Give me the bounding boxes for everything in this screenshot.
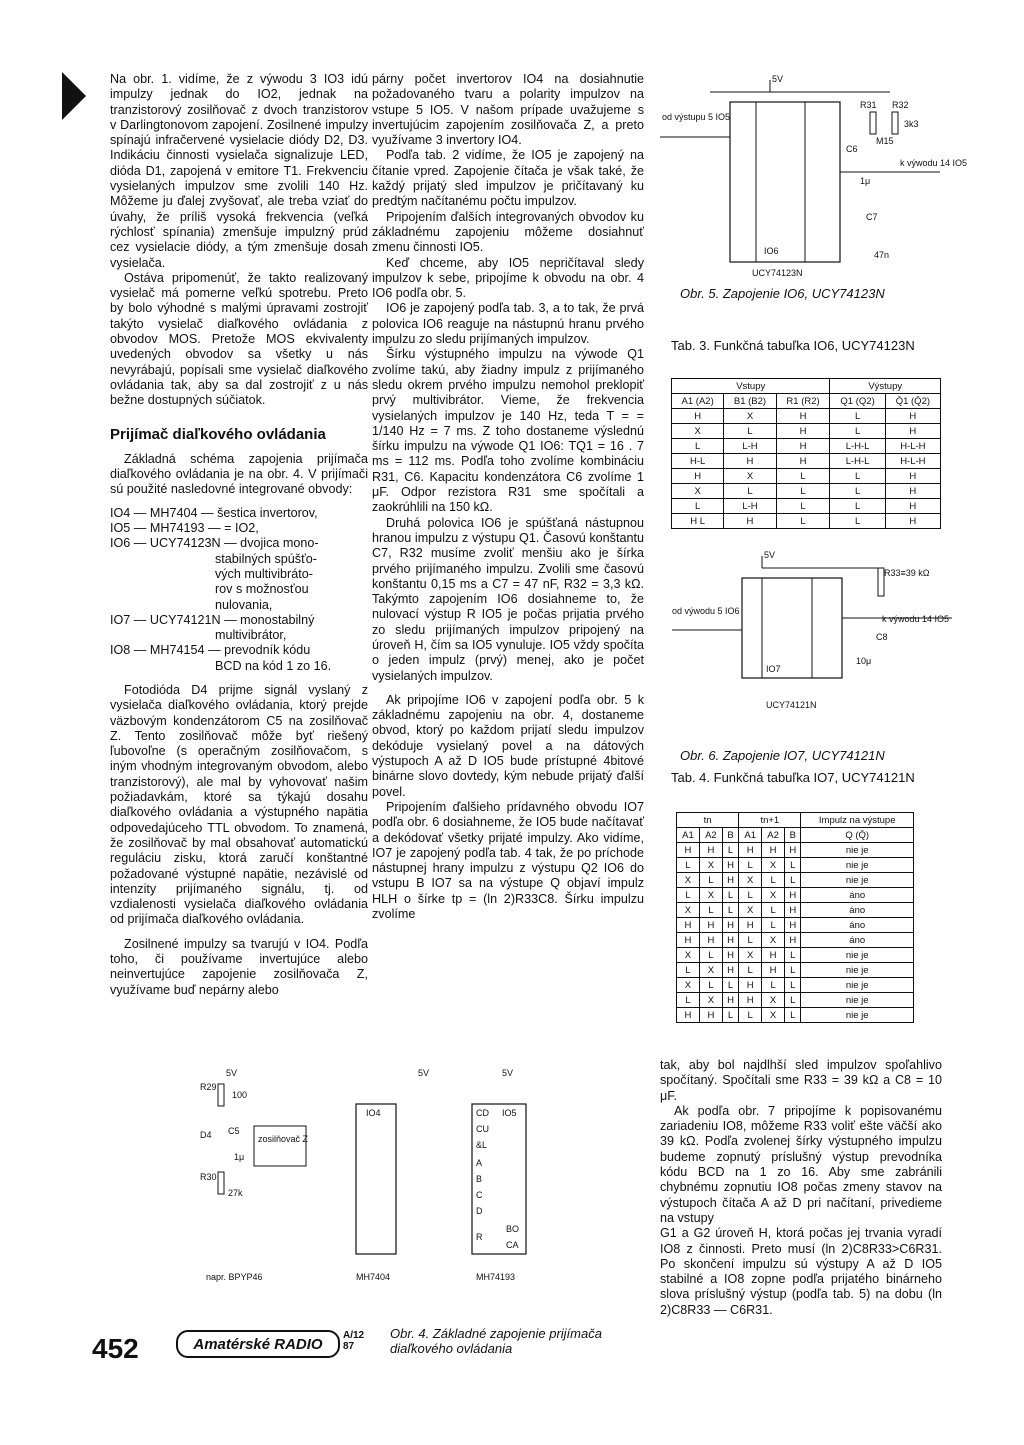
- table-cell: L: [699, 873, 722, 888]
- paragraph: G1 a G2 úroveň H, ktorá počas jej trvania vyradí IO8 z činnosti. Preto musí (ln 2)C8R33>C6R31. Po skončení impulzu sú výstupy A až D IO5 stabilné a IO8 zopne podľa prijatého binárneho slova príslušný výstup (podľa tab. 5) na dobu (ln 2)C8R33 — C6R31.: [660, 1226, 942, 1317]
- table-cell: L: [830, 514, 885, 529]
- table-cell: H: [722, 963, 738, 978]
- fig4-r: R: [476, 1232, 483, 1242]
- table-cell: L: [739, 858, 762, 873]
- table-row: [672, 499, 941, 514]
- table-cell: L: [762, 903, 785, 918]
- column-1: [110, 72, 368, 998]
- fig4-r29-value: 100: [232, 1090, 248, 1100]
- table-cell: nie je: [801, 843, 914, 858]
- fig5-output-label: k výwodu 14 IO5: [900, 158, 968, 168]
- fig4-bo: BO: [506, 1224, 520, 1234]
- component-item: multivibrátor,: [110, 628, 287, 643]
- fig4-pa: A: [476, 1158, 483, 1168]
- fig4-mh74193: MH74193: [476, 1272, 516, 1282]
- table-cell: L: [722, 888, 738, 903]
- issue-a: A/12: [343, 1330, 365, 1341]
- component-item: IO5 — MH74193 — = IO2,: [110, 521, 259, 536]
- table-cell: H: [699, 918, 722, 933]
- fig5-c6-value: 1μ: [860, 176, 871, 186]
- table-row: [672, 469, 941, 484]
- table-cell: L: [785, 873, 801, 888]
- fig6-r33: R33≡39 kΩ: [884, 568, 930, 578]
- table-cell: L: [699, 903, 722, 918]
- table-cell: nie je: [801, 1008, 914, 1023]
- table-cell: H: [739, 978, 762, 993]
- fig6-v5: 5V: [764, 550, 776, 560]
- figure-5-schematic: [660, 72, 968, 282]
- table-cell: L-H-L: [830, 439, 885, 454]
- fig4-cd: CD: [476, 1108, 489, 1118]
- table-cell: H-L-H: [885, 454, 940, 469]
- table-cell: L: [739, 963, 762, 978]
- table-cell: H: [762, 948, 785, 963]
- table-cell: L: [739, 1008, 762, 1023]
- fig6-c8-value: 10μ: [856, 656, 872, 666]
- table-cell: X: [724, 409, 776, 424]
- table-cell: H: [722, 993, 738, 1008]
- fig6-input-label: od výwodu 5 IO6: [672, 606, 740, 616]
- table-cell: L: [830, 484, 885, 499]
- table-cell: H: [672, 409, 724, 424]
- component-item: IO6 — UCY74123N — dvojica mono-: [110, 536, 319, 551]
- fig4-ld: &L: [476, 1140, 488, 1150]
- table-cell: H: [722, 918, 738, 933]
- tab3-header: A1 (A2): [672, 394, 724, 409]
- table-cell: H-L-H: [885, 439, 940, 454]
- table-cell: L-H: [724, 499, 776, 514]
- table-row: [677, 843, 914, 858]
- table-cell: H: [724, 514, 776, 529]
- tab4-header: A1: [677, 828, 700, 843]
- figure-4-schematic: [190, 1068, 550, 1288]
- fig6-io7: IO7: [766, 664, 781, 674]
- tab4-group-out: Impulz na výstupe: [801, 813, 914, 828]
- paragraph: Pripojením ďalších integrovaných obvodov ku základnému zapojeniu môžeme dosiahnuť zmenu činnosti IO5.: [372, 209, 644, 255]
- paragraph: Ak podľa obr. 7 pripojíme k popisovanému zariadeniu IO8, môžeme R33 voliť ešte väčší ako 39 kΩ. Podľa zvolenej šírky výstupného impulzu budeme zopnutý príslušný výstup prevodníka kódu BCD na 1 zo 16. Aby sme zabránili chybnému zopnutiu IO8 počas zmeny stavov na výstupoch čítača A až D pri načítaní, privedieme na vstupy: [660, 1103, 942, 1225]
- fig4-r29: R29: [200, 1082, 217, 1092]
- fig6-output-label: k výwodu 14 IO5: [882, 614, 950, 624]
- component-list: [110, 506, 368, 674]
- issue-b: 87: [343, 1341, 355, 1352]
- table-cell: L: [722, 843, 738, 858]
- table-cell: X: [677, 948, 700, 963]
- tab3-body: [672, 409, 941, 529]
- table-cell: H: [739, 918, 762, 933]
- tab3-header: B1 (B2): [724, 394, 776, 409]
- table-cell: L: [830, 469, 885, 484]
- component-item: BCD na kód 1 zo 16.: [110, 658, 332, 673]
- table-cell: X: [762, 993, 785, 1008]
- paragraph: Podľa tab. 2 vidíme, že IO5 je zapojený na čítanie vpred. Zapojenie čítača je však také, že každý prijatý sled impulzov je pričítavaný ku predtým načítanému počtu impulzov.: [372, 148, 644, 209]
- table-cell: X: [739, 948, 762, 963]
- table-cell: X: [762, 888, 785, 903]
- paragraph: Fotodióda D4 prijme signál vyslaný z vysielača diaľkového ovládania, ktorý prejde väzbovým kondenzátorom C5 na zosilňovač Z. Tento zosilňovač môže byť riešený ľubovoľne (s operačným zosilňovačom, s iným vhodným integrovaným obvodom, alebo tranzistorový), ale mal by vyhovovať našim požiadavkám, ktoré sa týkajú dosahu diaľkového ovládania a výstupného napätia odpovedajúceho TTL obvodom. To znamená, že zosilňovač by mal obsahovať automatickú reguláciu zisku, ktorá zaručí konštantné požadované výstupné napätie, nezávislé od intenzity prijímaného signálu, tj. od vzdialenosti vysielača diaľkového ovládania od prijímača diaľkového ovládania.: [110, 682, 368, 927]
- fig4-c5: C5: [228, 1126, 240, 1136]
- fig4-d4: D4: [200, 1130, 212, 1140]
- column-3-text: [660, 1058, 942, 1318]
- column-2: [372, 72, 644, 922]
- table-cell: nie je: [801, 873, 914, 888]
- table-cell: H: [739, 993, 762, 1008]
- tab4-header: B: [785, 828, 801, 843]
- table-cell: X: [677, 873, 700, 888]
- tab4-group-tn: tn: [677, 813, 739, 828]
- table-3-title: Tab. 3. Funkčná tabuľka IO6, UCY74123N: [671, 338, 915, 353]
- tab4-header: Q (Q̄): [801, 828, 914, 843]
- fig4-pb: B: [476, 1174, 483, 1184]
- paragraph: Ak pripojíme IO6 v zapojení podľa obr. 5 k základnému zapojeniu na obr. 4, dostaneme obvod, ktorý po každom prijatí sledu impulzov dekóduje vysielaný povel a na dátových výstupoch A až D IO5 bude prístupné 4bitové binárne slovo dovtedy, kým nebude prijatý ďalší povel.: [372, 692, 644, 799]
- table-cell: áno: [801, 888, 914, 903]
- paragraph: Základná schéma zapojenia prijímača diaľkového ovládania je na obr. 4. V prijímači sú použité nasledovné integrované obvody:: [110, 451, 368, 497]
- paragraph: Ostáva pripomenúť, že takto realizovaný vysielač má pomerne veľkú spotrebu. Preto by bolo výhodné s malými úpravami zostrojiť takýto vysielač diaľkového ovládania z obvodov MOS. Pretože MOS ekvivalenty uvedených obvodov sa všetky u nás nevyrábajú, popísali sme vysielač diaľkového ovládania tak, aby sa dal zostrojiť z u nás bežne dostupných súčiatok.: [110, 270, 368, 408]
- table-cell: H: [677, 933, 700, 948]
- table-cell: L: [672, 499, 724, 514]
- table-cell: H: [885, 409, 940, 424]
- table-cell: H: [722, 858, 738, 873]
- table-cell: H: [885, 484, 940, 499]
- table-cell: X: [672, 424, 724, 439]
- table-cell: L: [677, 963, 700, 978]
- fig5-c6: C6: [846, 144, 858, 154]
- issue-number: [343, 1330, 364, 1352]
- table-cell: L: [677, 993, 700, 1008]
- table-cell: H: [724, 454, 776, 469]
- table-row: [677, 903, 914, 918]
- section-heading: Prijímač diaľkového ovládania: [110, 425, 326, 443]
- component-item: nulovania,: [110, 597, 273, 612]
- tab3-header: Q̄1 (Q̄2): [885, 394, 940, 409]
- table-cell: nie je: [801, 948, 914, 963]
- table-row: [677, 948, 914, 963]
- table-cell: L: [722, 903, 738, 918]
- fig4-r30: R30: [200, 1172, 217, 1182]
- table-cell: X: [739, 903, 762, 918]
- paragraph: IO6 je zapojený podľa tab. 3, a to tak, že prvá polovica IO6 reaguje na nástupnú hranu prvého impulzu zo sledu prijímaných impulzov.: [372, 301, 644, 347]
- table-cell: L: [830, 499, 885, 514]
- table-cell: H: [677, 918, 700, 933]
- fig4-photodiode: napr. BPYP46: [206, 1272, 263, 1282]
- tab4-body: [677, 843, 914, 1023]
- table-cell: L-H: [724, 439, 776, 454]
- table-cell: X: [739, 873, 762, 888]
- table-cell: H: [776, 454, 830, 469]
- table-cell: H: [776, 409, 830, 424]
- magazine-logo: Amatérské RADIO: [176, 1330, 340, 1358]
- table-cell: L: [830, 424, 885, 439]
- table-cell: nie je: [801, 993, 914, 1008]
- table-cell: H: [762, 843, 785, 858]
- fig5-v5: 5V: [772, 74, 784, 84]
- table-cell: H: [722, 933, 738, 948]
- figure-6-schematic: [672, 548, 962, 743]
- table-cell: H: [776, 439, 830, 454]
- table-cell: H: [677, 843, 700, 858]
- table-cell: L: [699, 948, 722, 963]
- fig4-c5-value: 1μ: [234, 1152, 245, 1162]
- table-cell: L: [677, 858, 700, 873]
- fig4-v5c: 5V: [502, 1068, 514, 1078]
- fig4-ca: CA: [506, 1240, 519, 1250]
- table-cell: L: [762, 873, 785, 888]
- fig4-pc: C: [476, 1190, 483, 1200]
- fig4-r30-value: 27k: [228, 1188, 243, 1198]
- table-cell: X: [699, 888, 722, 903]
- table-row: [677, 963, 914, 978]
- figure-4-caption: Obr. 4. Základné zapojenie prijímača diaľkového ovládania: [390, 1326, 602, 1356]
- table-cell: H-L: [672, 454, 724, 469]
- table-cell: H: [722, 948, 738, 963]
- fig4-cu: CU: [476, 1124, 489, 1134]
- table-cell: H: [785, 903, 801, 918]
- table-cell: L: [739, 888, 762, 903]
- table-row: [677, 993, 914, 1008]
- table-row: [677, 978, 914, 993]
- tab4-group-tn1: tn+1: [739, 813, 801, 828]
- fig4-v5b: 5V: [418, 1068, 430, 1078]
- table-cell: L: [776, 469, 830, 484]
- tab4-header: A2: [762, 828, 785, 843]
- table-cell: X: [677, 978, 700, 993]
- component-item: IO4 — MH7404 — šestica invertorov,: [110, 505, 318, 520]
- paragraph: Na obr. 1. vidíme, že z výwodu 3 IO3 idú impulzy jednak do IO2, jednak na tranzistorový zosilňovač z dvoch tranzistorov v Darlingtonovom zapojení. Zosilnené impulzy spínajú infračervené vysielacie diódy D2, D3. Indikáciu činnosti vysielača signalizuje LED, dióda D1, zapojená v emitore T1. Frekvenciu vysielaných impulzov sme zvolili 140 Hz. Môžeme ju ďalej zvyšovať, ale treba vziať do úvahy, že príliš vysoká frekvencia (veľká rýchlosť spínania) zmenšuje impulzný prúd cez vysielacie diódy, a tým zmenšuje dosah vysielača.: [110, 72, 368, 270]
- table-cell: L: [785, 948, 801, 963]
- table-cell: L: [776, 514, 830, 529]
- table-row: [677, 933, 914, 948]
- table-row: [672, 484, 941, 499]
- table-cell: X: [762, 933, 785, 948]
- table-cell: nie je: [801, 963, 914, 978]
- table-cell: áno: [801, 933, 914, 948]
- table-cell: X: [672, 484, 724, 499]
- paragraph: párny počet invertorov IO4 na dosiahnutie požadovaného tvaru a polarity impulzov na vstupe 5 IO5. V našom prípade uvažujeme s invertujúcim zapojením zosilňovača Z, a preto využívame 3 invertory IO4.: [372, 72, 644, 148]
- table-cell: L-H-L: [830, 454, 885, 469]
- paragraph: Keď chceme, aby IO5 nepričítaval sledy impulzov k sebe, pripojíme k obvodu na obr. 4 IO6 podľa obr. 5.: [372, 255, 644, 301]
- table-row: [677, 918, 914, 933]
- table-cell: X: [699, 993, 722, 1008]
- table-cell: X: [699, 963, 722, 978]
- component-item: stabilných spúšťo-: [110, 551, 317, 566]
- table-cell: X: [699, 858, 722, 873]
- tab3-group-in: Vstupy: [672, 379, 830, 394]
- table-cell: L: [785, 963, 801, 978]
- table-cell: H: [885, 469, 940, 484]
- table-row: [672, 454, 941, 469]
- figure-5-caption: Obr. 5. Zapojenie IO6, UCY74123N: [680, 286, 885, 301]
- table-3: [671, 378, 941, 529]
- figure-6-caption: Obr. 6. Zapojenie IO7, UCY74121N: [680, 748, 885, 763]
- fig5-r31: R31: [860, 100, 877, 110]
- table-cell: L: [762, 918, 785, 933]
- table-cell: H: [785, 933, 801, 948]
- table-cell: nie je: [801, 978, 914, 993]
- paragraph: tak, aby bol najdlhší sled impulzov spoľahlivo spočítaný. Spočítali sme R33 = 39 kΩ a C8 = 10 μF.: [660, 1058, 942, 1103]
- table-cell: L: [699, 978, 722, 993]
- table-cell: áno: [801, 918, 914, 933]
- component-item: rov s možnosťou: [110, 582, 309, 597]
- table-cell: H: [739, 843, 762, 858]
- table-cell: L: [785, 1008, 801, 1023]
- fig4-io5: IO5: [502, 1108, 517, 1118]
- table-cell: H: [776, 424, 830, 439]
- page-number: 452: [92, 1333, 139, 1364]
- fig4-amplifier: zosilňovač Z: [258, 1134, 309, 1144]
- fig6-chip: UCY74121N: [766, 700, 817, 710]
- table-cell: H: [699, 933, 722, 948]
- tab4-header: B: [722, 828, 738, 843]
- tab4-header: A1: [739, 828, 762, 843]
- table-cell: L: [762, 978, 785, 993]
- page-marker-arrow: [62, 72, 86, 120]
- fig4-mh7404: MH7404: [356, 1272, 391, 1282]
- fig6-c8: C8: [876, 632, 888, 642]
- component-item: IO8 — MH74154 — prevodník kódu: [110, 643, 311, 658]
- table-4: [676, 812, 914, 1023]
- table-cell: H: [885, 514, 940, 529]
- table-cell: L: [785, 858, 801, 873]
- table-cell: L: [830, 409, 885, 424]
- table-row: [672, 409, 941, 424]
- table-cell: H: [885, 499, 940, 514]
- table-cell: H: [785, 918, 801, 933]
- tab3-header: R1 (R2): [776, 394, 830, 409]
- table-row: [677, 1008, 914, 1023]
- component-item: IO7 — UCY74121N — monostabilný: [110, 612, 315, 627]
- table-cell: nie je: [801, 858, 914, 873]
- table-cell: H: [699, 1008, 722, 1023]
- fig5-c7-value: 47n: [874, 250, 890, 260]
- table-cell: L: [724, 424, 776, 439]
- fig5-r32: R32: [892, 100, 909, 110]
- paragraph: Pripojením ďalšieho prídavného obvodu IO7 podľa obr. 6 dosiahneme, že IO5 bude načítavať a dekódovať všetky prijaté impulzy. Ako vidíme, IO7 je zapojený podľa tab. 4 tak, že po príchode nástupnej hrany impulzu z výstupu Q2 IO6 do vstupu B IO7 sa na výstupe Q objaví impulz HLH o šírke tp = (ln 2)R33C8. Šírku impulzu zvolíme: [372, 799, 644, 922]
- table-cell: H: [785, 888, 801, 903]
- table-cell: L: [677, 888, 700, 903]
- table-cell: H L: [672, 514, 724, 529]
- table-row: [677, 873, 914, 888]
- table-cell: X: [677, 903, 700, 918]
- table-cell: H: [722, 873, 738, 888]
- table-row: [672, 514, 941, 529]
- fig5-c7: C7: [866, 212, 878, 222]
- table-cell: H: [762, 963, 785, 978]
- fig5-r31-value: M15: [876, 136, 894, 146]
- fig5-io6: IO6: [764, 246, 779, 256]
- table-cell: X: [762, 858, 785, 873]
- fig5-chip: UCY74123N: [752, 268, 803, 278]
- fig4-io4: IO4: [366, 1108, 381, 1118]
- table-cell: H: [699, 843, 722, 858]
- fig5-input-label: od výstupu 5 IO5: [662, 112, 731, 122]
- table-row: [672, 424, 941, 439]
- table-cell: L: [785, 978, 801, 993]
- paragraph: Druhá polovica IO6 je spúšťaná nástupnou hranou impulzu z výstupu Q1. Časovú konštantu C7, R32 musíme zvoliť menšiu ako je šírka prvého prijímaného impulzu. Zvolili sme časovú konštantu 0,15 ms a C7 = 47 nF, R32 = 3,3 kΩ. Takýmto zapojením IO6 dosiahneme to, že nulovací výstup R IO5 je počas prijatia prvého zo sledu prijímaných impulzov pripojený na úroveň H, čím sa IO5 vynuluje. IO5 vždy spočíta o jeden impulz (prvý) menej, ako je počet vysielaných impulzov.: [372, 515, 644, 683]
- table-cell: L: [785, 993, 801, 1008]
- table-cell: H: [785, 843, 801, 858]
- table-cell: L: [776, 499, 830, 514]
- table-4-title: Tab. 4. Funkčná tabuľka IO7, UCY74121N: [671, 770, 915, 785]
- paragraph: Šírku výstupného impulzu na výwode Q1 zvolíme takú, aby žiadny impulz z prijímaného sledu okrem prvého impulzu nemohol preklopiť prvý multivibrátor. Vieme, že frekvencia vysielaných impulzov je 140 Hz, teda T = = 1/140 Hz = 7 ms. Z toho dostaneme výslednú šírku impulzu na výwode Q1 IO6: TQ1 = 16 . 7 ms = 112 ms. Podľa toho zvolíme kombináciu R31, C6. Kapacitu kondenzátora C6 zvolíme 1 μF. Odpor rezistora R31 sme spočítali a zaokrúhlili na 150 kΩ.: [372, 347, 644, 515]
- table-cell: áno: [801, 903, 914, 918]
- table-cell: L: [739, 933, 762, 948]
- table-cell: L: [724, 484, 776, 499]
- table-row: [677, 888, 914, 903]
- paragraph: Zosilnené impulzy sa tvarujú v IO4. Podľa toho, či používame invertujúce alebo neinvertujúce zapojenie zosilňovača Z, využívame buď nepárny alebo: [110, 936, 368, 997]
- table-cell: L: [722, 978, 738, 993]
- table-cell: L: [776, 484, 830, 499]
- tab4-header: A2: [699, 828, 722, 843]
- table-row: [677, 858, 914, 873]
- table-cell: L: [722, 1008, 738, 1023]
- table-cell: H: [677, 1008, 700, 1023]
- table-cell: H: [885, 424, 940, 439]
- fig5-r32-value: 3k3: [904, 119, 919, 129]
- fig4-v5a: 5V: [226, 1068, 238, 1078]
- tab3-header: Q1 (Q2): [830, 394, 885, 409]
- table-cell: X: [762, 1008, 785, 1023]
- tab3-group-out: Výstupy: [830, 379, 941, 394]
- fig4-pd: D: [476, 1206, 483, 1216]
- table-cell: H: [672, 469, 724, 484]
- table-row: [672, 439, 941, 454]
- table-cell: L: [672, 439, 724, 454]
- table-cell: X: [724, 469, 776, 484]
- component-item: vých multivibráto-: [110, 566, 313, 581]
